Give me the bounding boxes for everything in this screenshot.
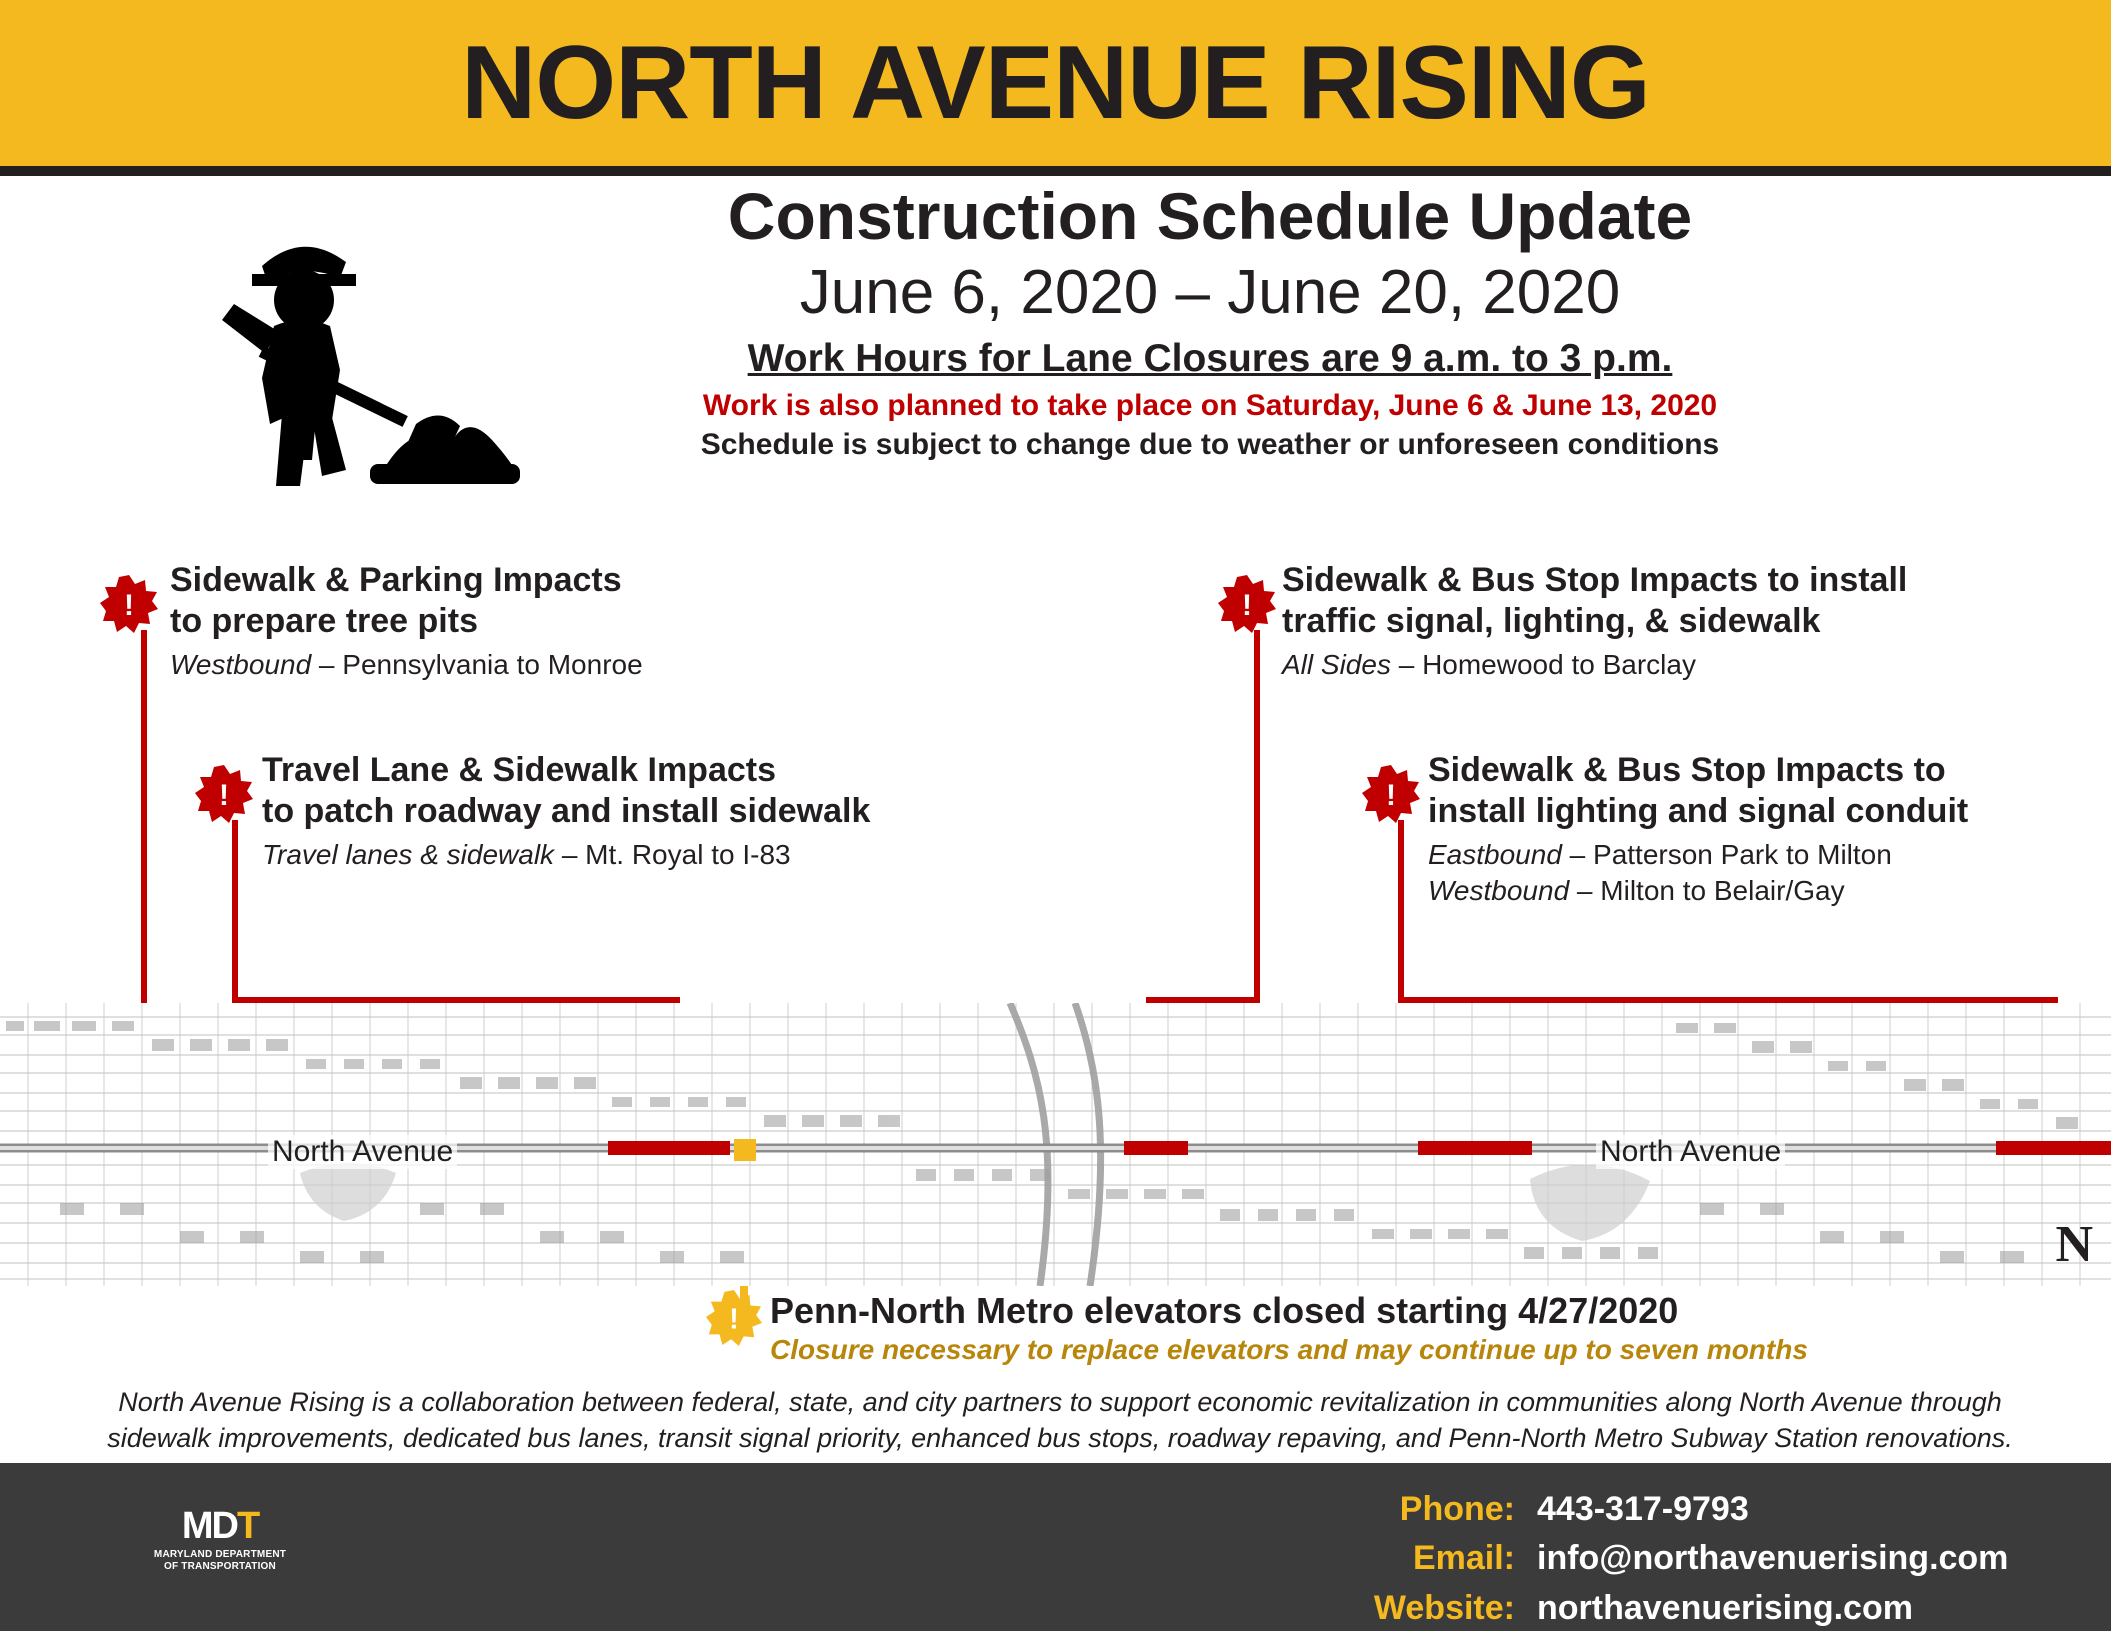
callout-4-sub2-rest: – Milton to Belair/Gay [1569,874,1845,906]
header-banner [0,0,2111,176]
contact-row-website [1330,1584,2008,1633]
page-title: NORTH AVENUE RISING [461,25,1650,141]
date-range: June 6, 2020 – June 20, 2020 [799,257,1621,327]
callout-4-head-line1: Sidewalk & Bus Stop Impacts to [1428,751,1946,789]
callout-sidewalk-bus-stop-traffic-signal [1282,560,2102,683]
map-segment-patterson-park-milton[interactable] [1996,1141,2111,1155]
callout-2-sub [262,837,1052,873]
metro-elevator-notice [770,1290,2020,1367]
callout-1-sub-italic: Westbound [170,648,312,680]
map-metro-station-marker[interactable] [734,1139,756,1161]
leader-line-4-vertical [1398,820,1404,1003]
contact-value-website[interactable]: northavenuerising.com [1537,1588,1913,1627]
callout-1-sub-rest: – Pennsylvania to Monroe [311,648,643,680]
mdot-logo-mark-right: T [236,1505,259,1547]
footer-bar [0,1463,2111,1631]
callout-3-sub-italic: All Sides [1282,648,1391,680]
map-label-north-avenue-left: North Avenue [268,1135,457,1169]
saturday-work-note: Work is also planned to take place on Saturday, June 6 & June 13, 2020 [702,388,1718,422]
construction-worker-icon [200,218,530,508]
metro-burst-icon [706,1290,762,1346]
subtitle: Construction Schedule Update [727,179,1693,253]
header-info-block [500,180,1920,464]
contact-block [1330,1485,2008,1633]
callout-3-sub-rest: – Homewood to Barclay [1390,648,1696,680]
callout-burst-icon-3 [1218,575,1276,633]
callout-1-sub [170,647,830,683]
callout-4-sub-rest: – Patterson Park to Milton [1561,838,1892,870]
project-map[interactable] [0,1003,2111,1286]
leader-line-2-vertical [232,820,238,1003]
metro-notice-subtext: Closure necessary to replace elevators and may continue up to seven months [770,1334,1808,1366]
svg-text:!: ! [219,779,229,812]
contact-row-email [1330,1534,2008,1583]
north-arrow-icon: N [2055,1216,2093,1273]
svg-text:!: ! [1386,779,1396,812]
mdot-logo [140,1507,300,1572]
callout-3-head-line1: Sidewalk & Bus Stop Impacts to install [1282,561,1908,599]
callout-burst-icon-2 [195,765,253,823]
mdot-logo-mark [140,1507,300,1545]
contact-label-phone: Phone: [1399,1490,1515,1528]
callout-1-head-line1: Sidewalk & Parking Impacts [170,561,622,599]
leader-line-3-vertical [1254,630,1260,1003]
mdot-logo-sub-line2: OF TRANSPORTATION [164,1560,276,1572]
callout-2-head-line1: Travel Lane & Sidewalk Impacts [262,751,777,789]
callout-2-sub-italic: Travel lanes & sidewalk [262,838,555,870]
mdot-logo-sub-line1: MARYLAND DEPARTMENT [153,1549,287,1560]
callout-4-sub2-italic: Westbound [1428,874,1570,906]
svg-text:!: ! [729,1303,739,1336]
map-segment-pennsylvania-monroe[interactable] [608,1141,730,1155]
callout-1-head-line2: to prepare tree pits [170,602,478,641]
svg-text:!: ! [1242,589,1252,622]
contact-label-email: Email: [1412,1539,1515,1578]
callout-burst-icon-4 [1362,765,1420,823]
map-segment-homewood-barclay[interactable] [1418,1141,1532,1155]
project-description-line1: North Avenue Rising is a collaboration between federal, state, and city partners to support economic revitalization in communities along North Avenue through [118,1387,2002,1417]
callout-2-head-line2: to patch roadway and install sidewalk [262,792,871,831]
callout-travel-lane-sidewalk-impacts [262,750,1052,873]
metro-notice-headline: Penn-North Metro elevators closed starting 4/27/2020 [770,1290,1679,1331]
callout-3-head-line2: traffic signal, lighting, & sidewalk [1282,602,1821,641]
callout-3-sub [1282,647,2102,683]
callout-4-head-line2: install lighting and signal conduit [1428,792,1969,831]
callout-sidewalk-parking-impacts [170,560,830,683]
contact-value-phone[interactable]: 443-317-9793 [1537,1490,1749,1528]
callout-sidewalk-bus-stop-lighting-conduit [1428,750,2111,909]
callout-4-sub [1428,837,2111,873]
project-description-line2: sidewalk improvements, dedicated bus lanes, transit signal priority, enhanced bus stops, roadway repaving, and Penn-North Metro Subway Station renovations. [107,1423,2013,1454]
contact-label-website: Website: [1373,1588,1515,1627]
callout-4-sub2 [1428,873,2111,909]
map-label-north-avenue-right: North Avenue [1596,1135,1785,1169]
contact-value-email[interactable]: info@northavenuerising.com [1537,1539,2009,1578]
svg-text:!: ! [124,589,134,622]
callout-4-sub-italic: Eastbound [1428,838,1562,870]
callout-2-sub-rest: – Mt. Royal to I-83 [554,838,791,870]
callout-burst-icon-1 [100,575,158,633]
schedule-disclaimer: Schedule is subject to change due to weather or unforeseen conditions [700,428,1720,462]
map-segment-mt-royal-i83[interactable] [1124,1141,1188,1155]
leader-line-1 [141,630,147,1003]
work-hours-note: Work Hours for Lane Closures are 9 a.m. to 3 p.m. [747,336,1673,380]
contact-row-phone [1330,1485,2008,1534]
project-description [100,1384,2020,1457]
mdot-logo-mark-left: MD [181,1505,237,1547]
